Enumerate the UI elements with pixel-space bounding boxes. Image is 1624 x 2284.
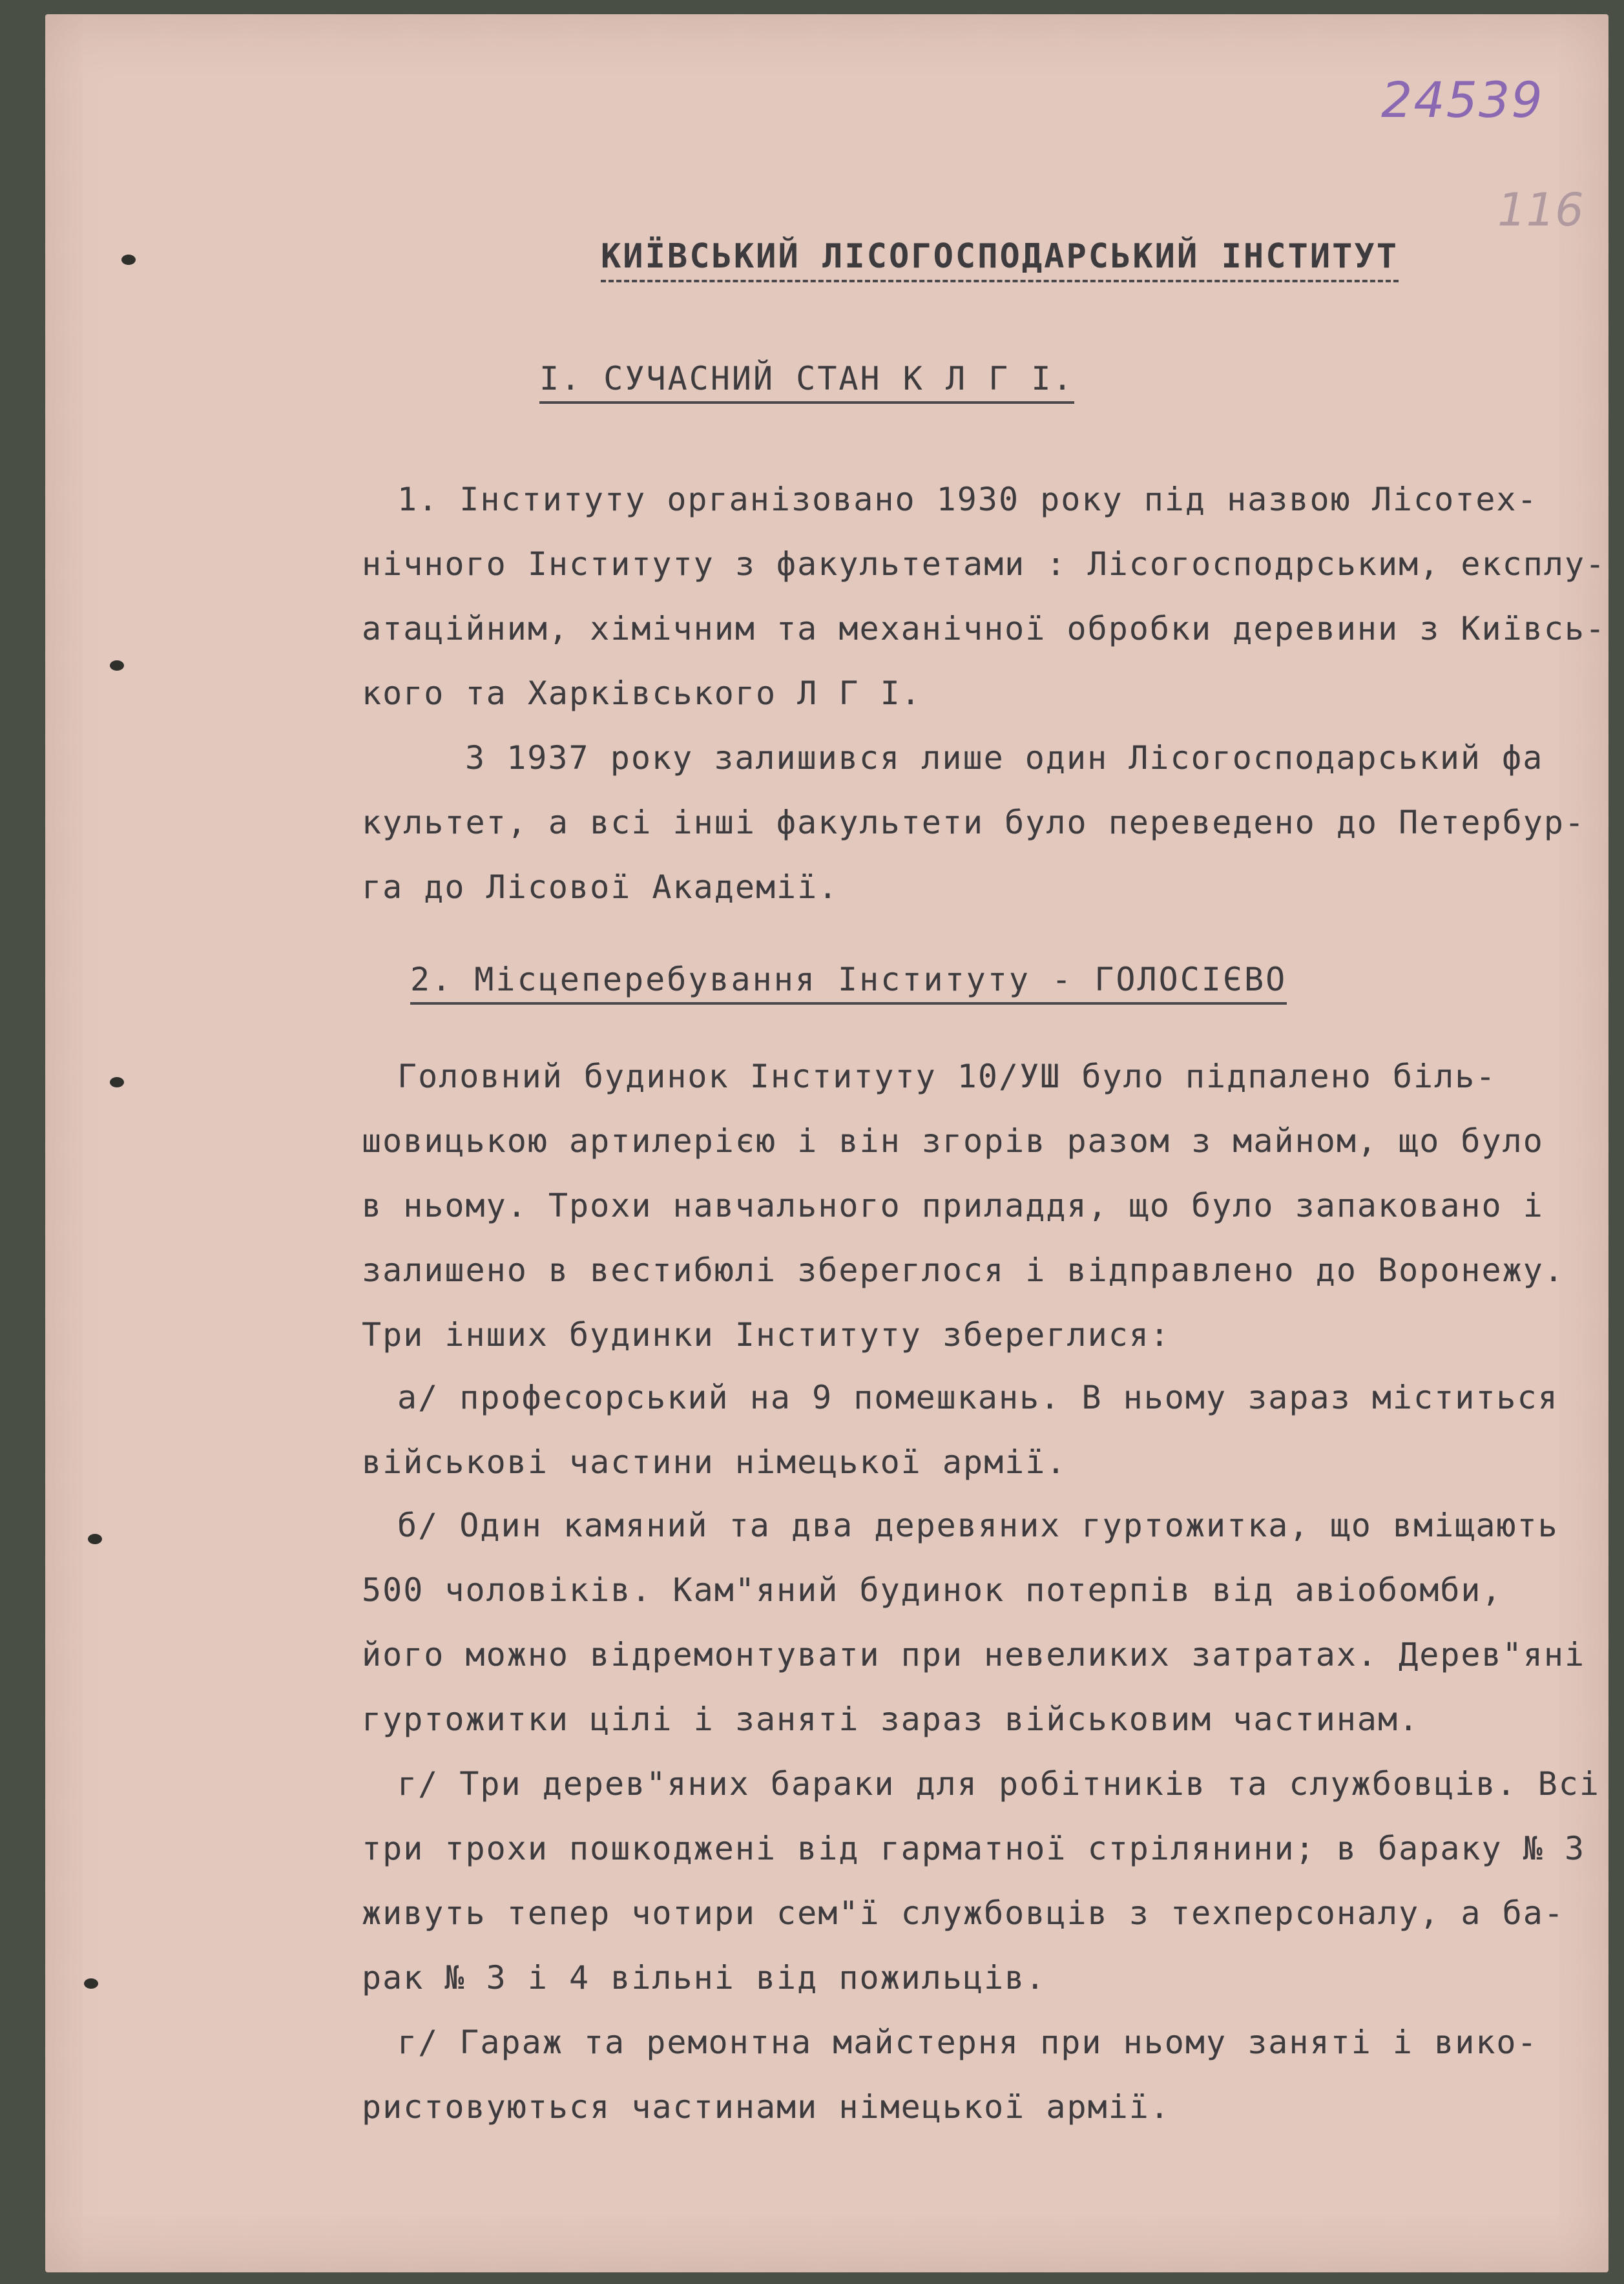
text-line: в ньому. Трохи навчального приладдя, що було запаковано і [362,1187,1544,1224]
punch-hole [110,1077,124,1087]
text-line: б/ Один камяний та два деревяних гуртожитка, що вміщають [397,1507,1559,1544]
document-title: КИЇВСЬКИЙ ЛІСОГОСПОДАРСЬКИЙ ІНСТИТУТ [601,237,1399,282]
text-line: 500 чоловіків. Кам"яний будинок потерпів від авіобомби, [362,1571,1503,1609]
section-1-heading: І. СУЧАСНИЙ СТАН К Л Г І. [539,360,1074,404]
text-line: культет, а всі інші факультети було переведено до Петербур- [362,804,1586,841]
text-line: живуть тепер чотири сем"ї службовців з техперсоналу, а ба- [362,1894,1565,1932]
text-line: г/ Гараж та ремонтна майстерня при ньому заняті і вико- [397,2024,1538,2061]
text-line: залишено в вестибюлі збереглося і відправлено до Воронежу. [362,1252,1565,1289]
text-line: гуртожитки цілі і заняті зараз військовим частинам. [362,1701,1420,1738]
text-line: З 1937 року залишився лише один Лісогосподарський фа [465,739,1544,777]
text-line: військові частини німецької армії. [362,1443,1067,1481]
text-line: нічного Інституту з факультетами : Лісогосподрським, експлу- [362,545,1607,583]
text-line: Три інших будинки Інституту збереглися: [362,1316,1171,1354]
section-2-heading: 2. Місцеперебування Інституту - ГОЛОСІЄВО [410,961,1287,1005]
punch-hole [121,255,136,265]
text-line: атаційним, хімічним та механічної обробки деревини з Київсь- [362,610,1607,647]
punch-hole [84,1978,98,1989]
text-line: його можно відремонтувати при невеликих затратах. Дерев"яні [362,1636,1586,1673]
text-line: га до Лісової Академії. [362,868,839,906]
text-line: три трохи пошкоджені від гарматної стрілянини; в бараку № 3 [362,1830,1586,1867]
text-line: а/ професорський на 9 помешкань. В ньому зараз міститься [397,1379,1559,1416]
document-page [45,14,1608,2272]
punch-hole [110,660,124,671]
text-line: кого та Харківського Л Г І. [362,675,922,712]
page-number: 116 [1497,183,1584,236]
text-line: рак № 3 і 4 вільні від пожильців. [362,1959,1046,1996]
text-line: шовицькою артилерією і він згорів разом з майном, що було [362,1122,1544,1160]
archive-number: 24539 [1381,71,1544,129]
text-line: Головний будинок Інституту 10/УШ було підпалено біль- [397,1058,1497,1095]
punch-hole [88,1534,102,1544]
text-line: г/ Три дерев"яних бараки для робітників та службовців. Всі [397,1765,1600,1803]
text-line: ристовуються частинами німецької армії. [362,2088,1171,2126]
text-line: 1. Інституту організовано 1930 року під назвою Лісотех- [397,481,1538,518]
